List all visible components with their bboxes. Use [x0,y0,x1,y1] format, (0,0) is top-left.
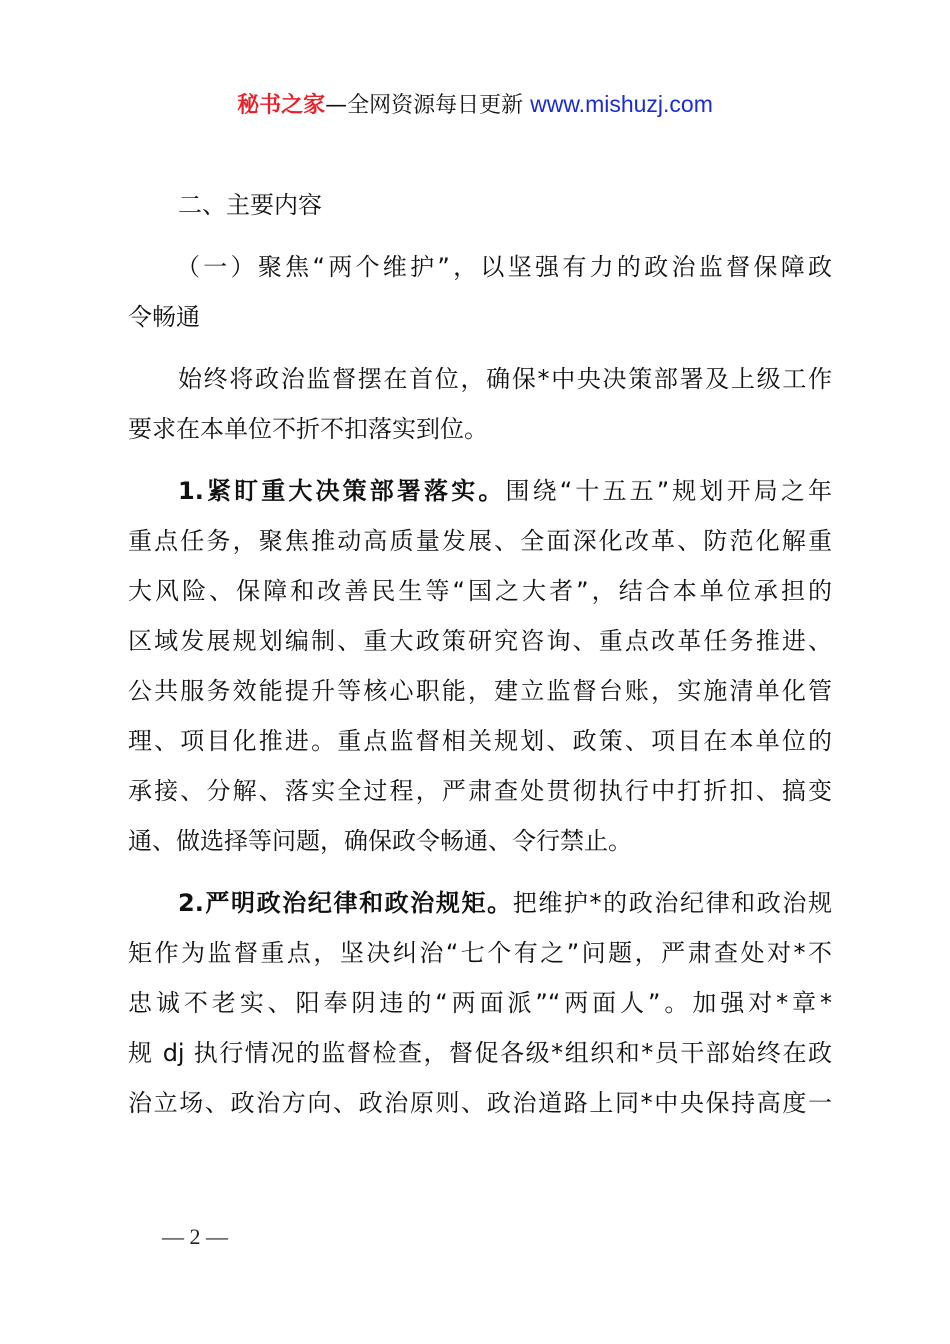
item1-first-line [178,474,832,508]
item1-line: 大风险、保障和改善民生等“国之大者”，结合本单位承担的 [128,577,832,605]
item1-lead: 1.紧盯重大决策部署落实。 [178,477,506,505]
item2-line: 规 dj 执行情况的监督检查，督促各级*组织和*员干部始终在政 [128,1039,832,1067]
intro-line: 要求在本单位不折不扣落实到位。 [128,415,488,443]
item2-first-rest: 把维护*的政治纪律和政治规 [512,889,833,917]
intro-line: 始终将政治监督摆在首位，确保*中央决策部署及上级工作 [178,365,832,393]
item1-line: 理、项目化推进。重点监督相关规划、政策、项目在本单位的 [128,727,832,755]
page-number: — 2 — [162,1224,228,1249]
item2-line: 忠诚不老实、阳奉阴违的“两面派”“两面人”。加强对*章* [128,989,832,1017]
item1-first-rest: 围绕“十五五”规划开局之年 [505,477,832,505]
item1-line: 区域发展规划编制、重大政策研究咨询、重点改革任务推进、 [128,627,832,655]
brand-name: 秘书之家 [237,93,326,118]
subsection-title-line: （一）聚焦“两个维护”，以坚强有力的政治监督保障政 [176,253,832,281]
item1-line: 公共服务效能提升等核心职能，建立监督台账，实施清单化管 [128,677,832,705]
banner-slogan: —全网资源每日更新 [325,93,531,118]
item2-lead: 2.严明政治纪律和政治规矩。 [178,889,513,917]
item2-line: 矩作为监督重点，坚决纠治“七个有之”问题，严肃查处对*不 [128,939,832,967]
site-banner [0,88,950,122]
item1-line: 重点任务，聚焦推动高质量发展、全面深化改革、防范化解重 [128,527,832,555]
item1-line: 承接、分解、落实全过程，严肃查处贯彻执行中打折扣、搞变 [128,777,832,805]
item2-line: 治立场、政治方向、政治原则、政治道路上同*中央保持高度一 [128,1089,832,1117]
item1-line: 通、做选择等问题，确保政令畅通、令行禁止。 [128,827,632,855]
site-url-link[interactable]: www.mishuzj.com [530,91,713,117]
section-title: 二、主要内容 [178,191,322,219]
subsection-title-line: 令畅通 [128,303,200,331]
item2-first-line [178,886,832,920]
